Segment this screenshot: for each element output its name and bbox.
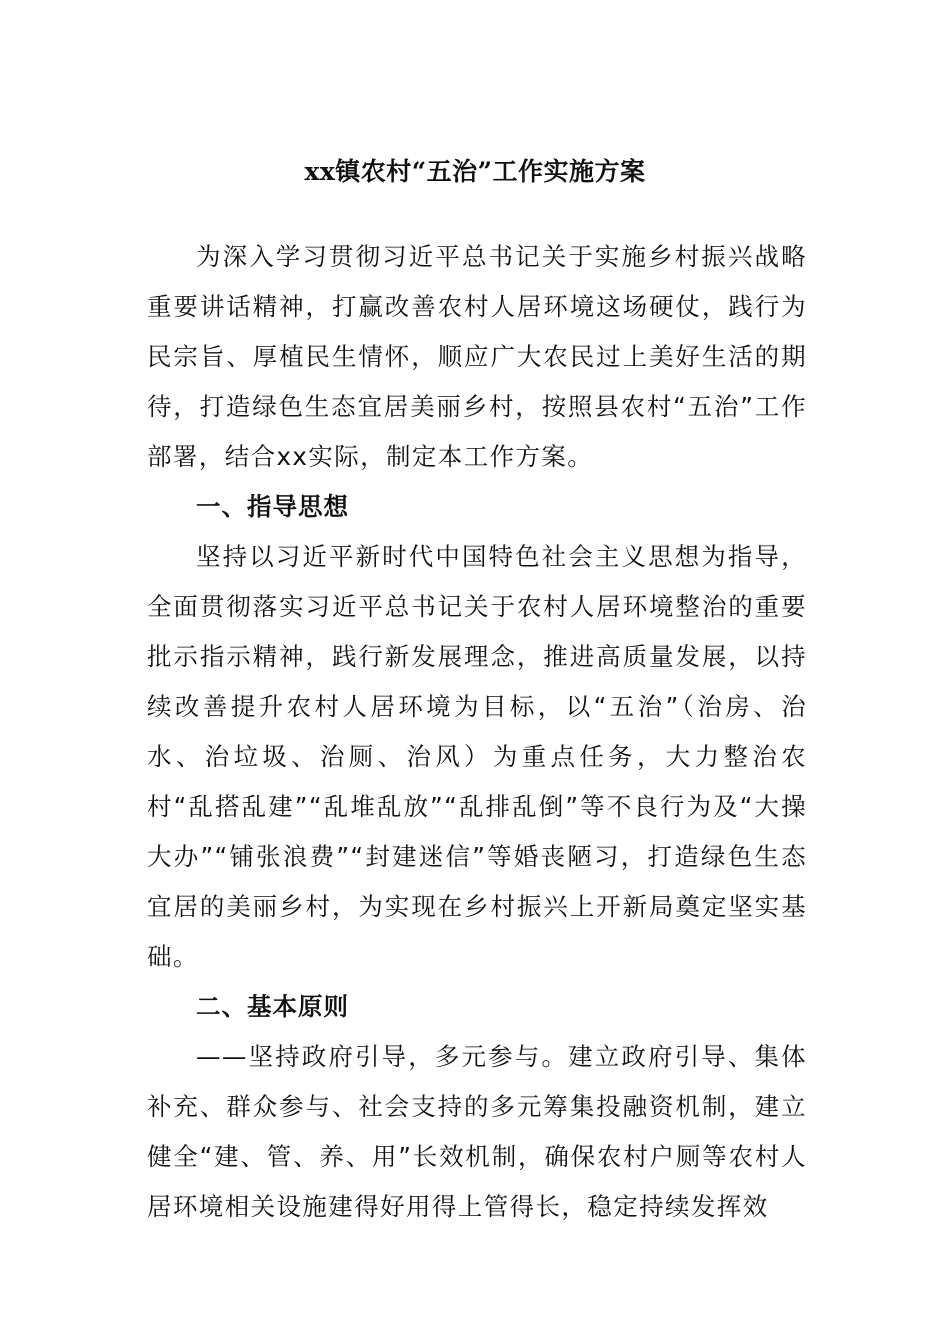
basic-principles-paragraph: ——坚持政府引导，多元参与。建立政府引导、集体补充、群众参与、社会支持的多元筹集投融资机制，建立健全“建、管、养、用”长效机制，确保农村户厕等农村人居环境相关设施建得好用得上管得长，稳定持续发挥效 xyxy=(147,1042,807,1221)
document-title: xx镇农村“五治”工作实施方案 xyxy=(304,157,646,186)
section-heading-basic-principles: 二、基本原则 xyxy=(196,992,349,1021)
guiding-ideology-paragraph: 坚持以习近平新时代中国特色社会主义思想为指导，全面贯彻落实习近平总书记关于农村人居环境整治的重要批示指示精神，践行新发展理念，推进高质量发展，以持续改善提升农村人居环境为目标，以“五治”（治房、治水、治垃圾、治厕、治风）为重点任务，大力整治农村“乱搭乱建”“乱堆乱放”“乱排乱倒”等不良行为及“大操大办”“铺张浪费”“封建迷信”等婚丧陋习，打造绿色生态宜居的美丽乡村，为实现在乡村振兴上开新局奠定坚实基础。 xyxy=(147,542,807,971)
document-body xyxy=(147,232,807,1232)
intro-paragraph: 为深入学习贯彻习近平总书记关于实施乡村振兴战略重要讲话精神，打赢改善农村人居环境这场硬仗，践行为民宗旨、厚植民生情怀，顺应广大农民过上美好生活的期待，打造绿色生态宜居美丽乡村，按照县农村“五治”工作部署，结合xx实际，制定本工作方案。 xyxy=(147,242,807,471)
section-heading-guiding-ideology: 一、指导思想 xyxy=(196,492,349,521)
